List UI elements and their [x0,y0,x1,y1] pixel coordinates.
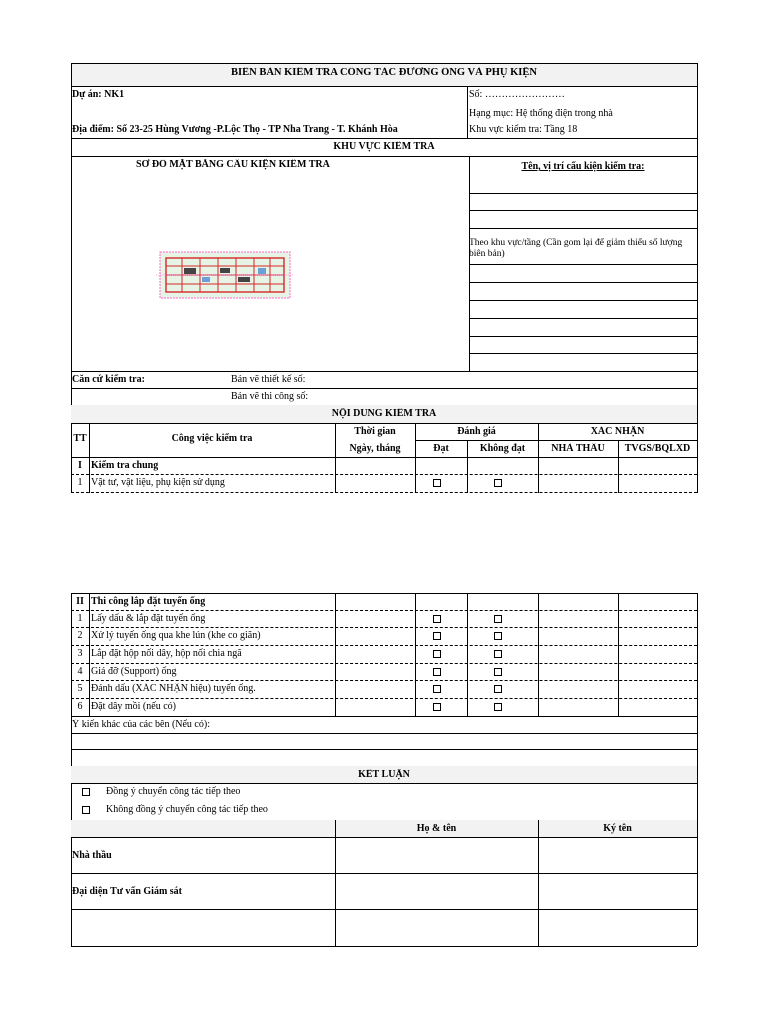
pass-checkbox[interactable] [433,479,441,487]
document-title: BIÊN BẢN KIỂM TRA CÔNG TÁC ĐƯỜNG ỐNG VÀ PHỤ KIỆN [231,67,537,78]
design-drawing-label: Bản vẽ thiết kế số: [231,374,306,385]
supervisor-label: Đại diện Tư vấn Giám sát [72,886,182,897]
fail-checkbox[interactable] [494,685,502,693]
col-confirm: XÁC NHẬN [590,426,645,437]
col-fail: Không đạt [479,443,526,454]
col-time: Thời gian [354,426,396,437]
fail-checkbox[interactable] [494,703,502,711]
component-title: Tên, vị trí cấu kiện kiểm tra: [521,161,645,172]
group1-item-label: Vật tư, vật liệu, phụ kiện sử dụng [91,477,225,488]
contractor-label: Nhà thầu [72,850,112,861]
disagree-label: Không đồng ý chuyển công tác tiếp theo [106,804,268,815]
pass-checkbox[interactable] [433,703,441,711]
content-title: NỘI DUNG KIỂM TRA [331,408,437,419]
fail-checkbox[interactable] [494,650,502,658]
other-opinions-label: Ý kiến khác của các bên (Nếu có): [72,719,210,730]
group2-item-3-label: Lắp đặt hộp nối dây, hộp nối chia ngã [91,648,242,659]
col-contractor: NHÀ THẦU [551,443,605,454]
group2-label: Thi công lắp đặt tuyến ống [91,596,206,607]
report-number: Số: …………………… [469,89,565,100]
group2-item-2-label: Xử lý tuyến ống qua khe lún (khe co giãn) [91,630,261,641]
pass-checkbox[interactable] [433,668,441,676]
agree-label: Đồng ý chuyển công tác tiếp theo [106,786,241,797]
col-pass: Đạt [433,443,449,454]
pass-checkbox[interactable] [433,632,441,640]
group2-item-6-label: Đặt dây mồi (nếu có) [91,701,176,712]
component-note: Theo khu vực/tầng (Cần gom lại để giảm thiểu số lượng biên bản) [469,238,683,259]
group2-item-1-num: 1 [77,613,83,624]
group2-item-5-label: Đánh dấu (XÁC NHẬN hiệu) tuyến ống. [91,683,256,694]
group2-item-4-label: Giá đỡ (Support) ống [91,666,177,677]
group2-item-6-num: 6 [77,701,83,712]
group1-label: Kiểm tra chung [91,460,159,471]
col-work: Công việc kiểm tra [171,433,253,444]
area-section-title: KHU VỰC KIỂM TRA [333,141,435,152]
fail-checkbox[interactable] [494,632,502,640]
floor-plan-title: SƠ ĐỒ MẶT BẰNG CẤU KIỆN KIỂM TRA [136,159,330,170]
construction-drawing-label: Bản vẽ thi công số: [231,391,309,402]
conclusion-title: KẾT LUẬN [358,769,410,780]
sign-col-name: Họ & tên [416,823,457,834]
col-date: Ngày, tháng [349,443,401,454]
inspection-area: Khu vực kiểm tra: Tầng 18 [469,124,578,135]
sign-col-sign: Ký tên [603,823,632,834]
disagree-checkbox[interactable] [82,806,90,814]
col-tt: TT [73,433,87,444]
group2-num: II [76,596,84,607]
agree-checkbox[interactable] [82,788,90,796]
work-category: Hạng mục: Hệ thống điện trong nhà [469,108,613,119]
pass-checkbox[interactable] [433,615,441,623]
project-location: Địa điểm: Số 23-25 Hùng Vương -P.Lộc Thọ - TP Nha Trang - T. Khánh Hòa [72,124,398,135]
project-name: Dự án: NK1 [72,89,125,100]
group2-item-2-num: 2 [77,630,83,641]
col-eval: Đánh giá [457,426,496,437]
group2-item-1-label: Lấy dấu & lắp đặt tuyến ống [91,613,206,624]
col-supervisor: TVGS/BQLXD [624,443,691,454]
fail-checkbox[interactable] [494,615,502,623]
group1-item-num: 1 [77,477,83,488]
group1-num: I [78,460,82,471]
fail-checkbox[interactable] [494,668,502,676]
fail-checkbox[interactable] [494,479,502,487]
basis-label: Căn cứ kiểm tra: [72,374,145,385]
group2-item-5-num: 5 [77,683,83,694]
group2-item-3-num: 3 [77,648,83,659]
pass-checkbox[interactable] [433,685,441,693]
group2-item-4-num: 4 [77,666,83,677]
pass-checkbox[interactable] [433,650,441,658]
floor-plan-drawing [154,246,296,304]
